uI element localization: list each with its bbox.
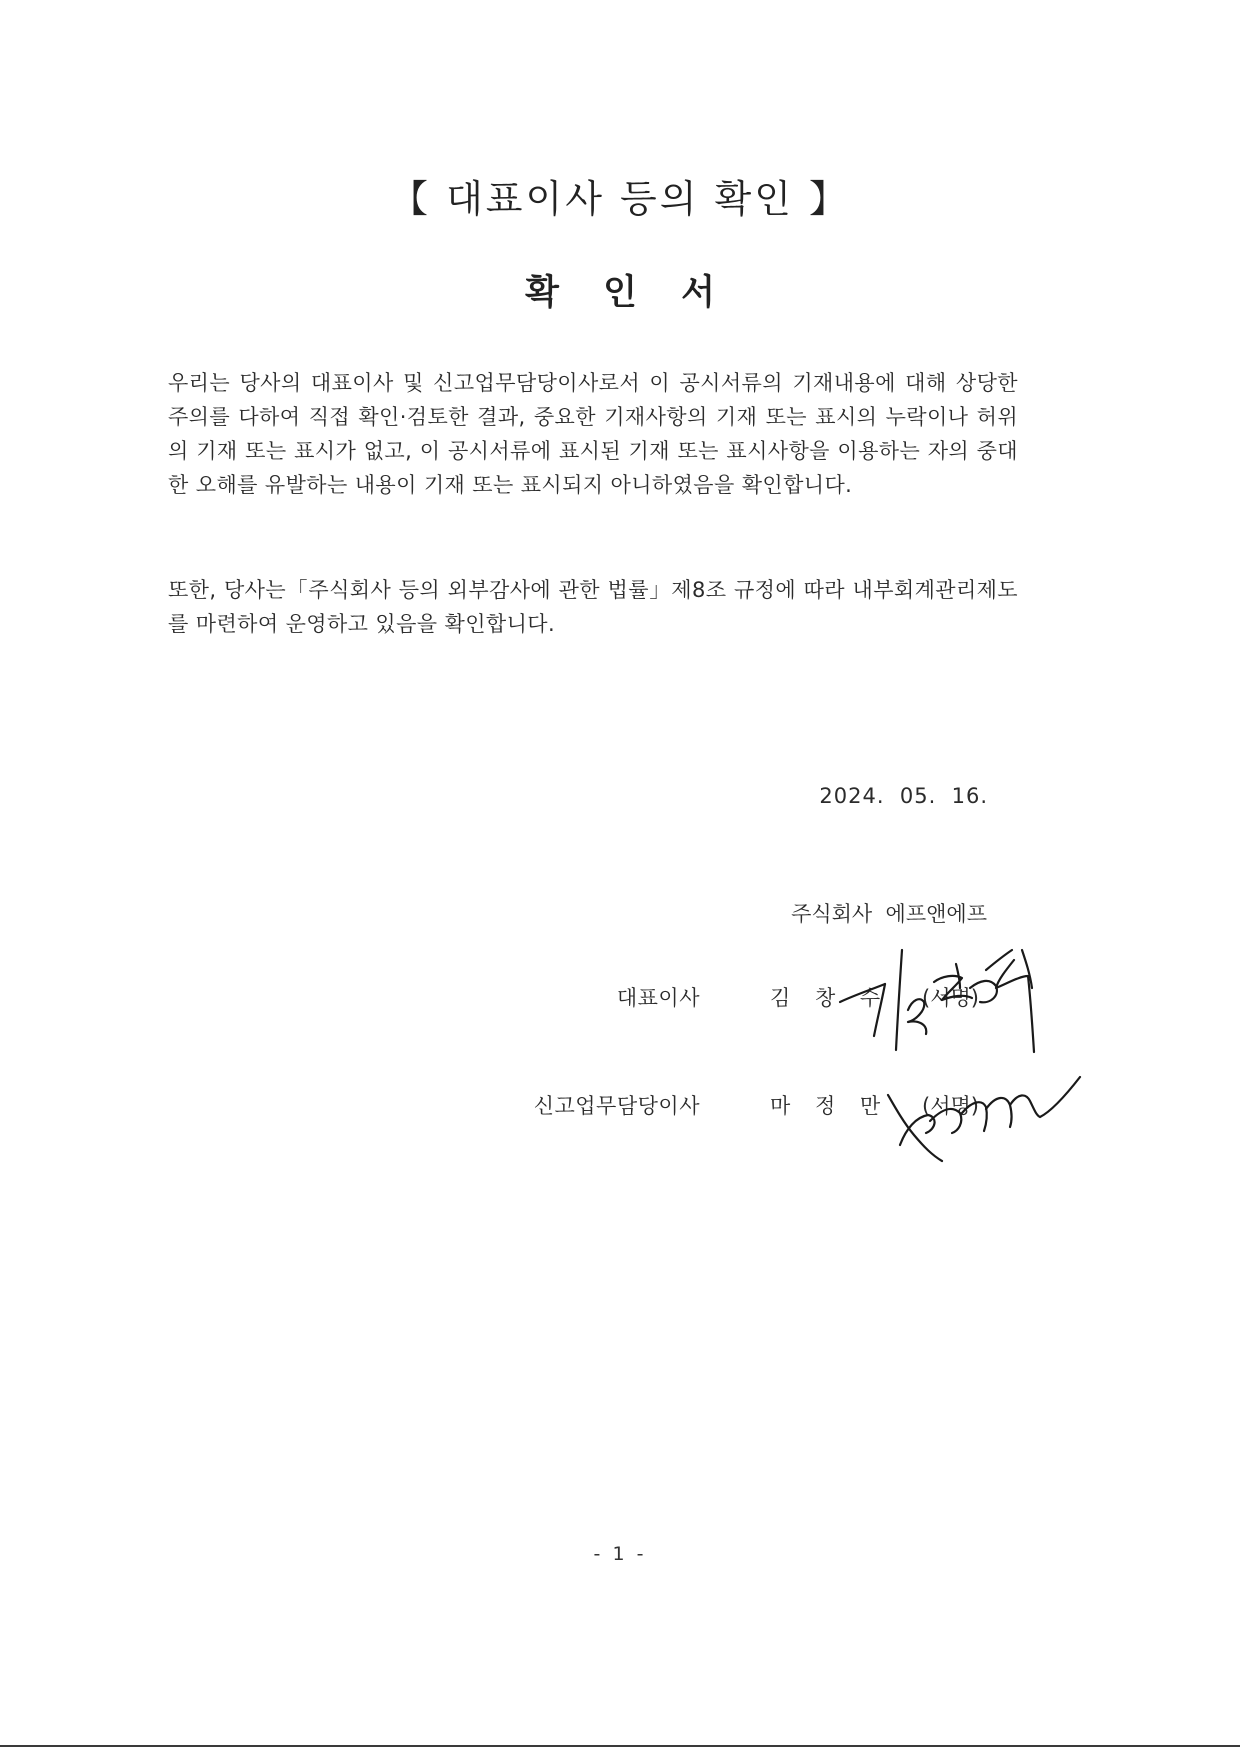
signer-role: 대표이사	[616, 986, 700, 1010]
confirmation-paragraph: 우리는 당사의 대표이사 및 신고업무담당이사로서 이 공시서류의 기재내용에 대해 상당한 주의를 다하여 직접 확인·검토한 결과, 중요한 기재사항의 기재 또는 표시의 누락이나 허위의 기재 또는 표시가 없고, 이 공시서류에 표시된 기재 또는 표시사항을 이용하는 자의 중대한 오해를 유발하는 내용이 기재 또는 표시되지 아니하였음을 확인합니다.	[168, 371, 1018, 497]
signature-label: (서명)	[922, 986, 979, 1010]
signer-name: 김 창 수	[770, 986, 890, 1010]
handwritten-signature-ceo	[830, 940, 1060, 1060]
document-subtitle: 확 인 서	[525, 273, 731, 313]
signer-name: 마 정 만	[770, 1094, 890, 1118]
document-date: 2024. 05. 16.	[819, 784, 988, 808]
signature-label: (서명)	[922, 1094, 979, 1118]
signer-role: 신고업무담당이사	[533, 1094, 700, 1118]
handwritten-signature-disclosure-officer	[880, 1065, 1100, 1170]
internal-control-paragraph: 또한, 당사는「주식회사 등의 외부감사에 관한 법률」제8조 규정에 따라 내부회계관리제도를 마련하여 운영하고 있음을 확인합니다.	[168, 578, 1018, 636]
page-number: - 1 -	[593, 1543, 647, 1565]
bottom-edge-line	[0, 1745, 1240, 1747]
document-title: 【 대표이사 등의 확인 】	[390, 177, 850, 221]
company-name: 주식회사 에프앤에프	[791, 902, 987, 926]
